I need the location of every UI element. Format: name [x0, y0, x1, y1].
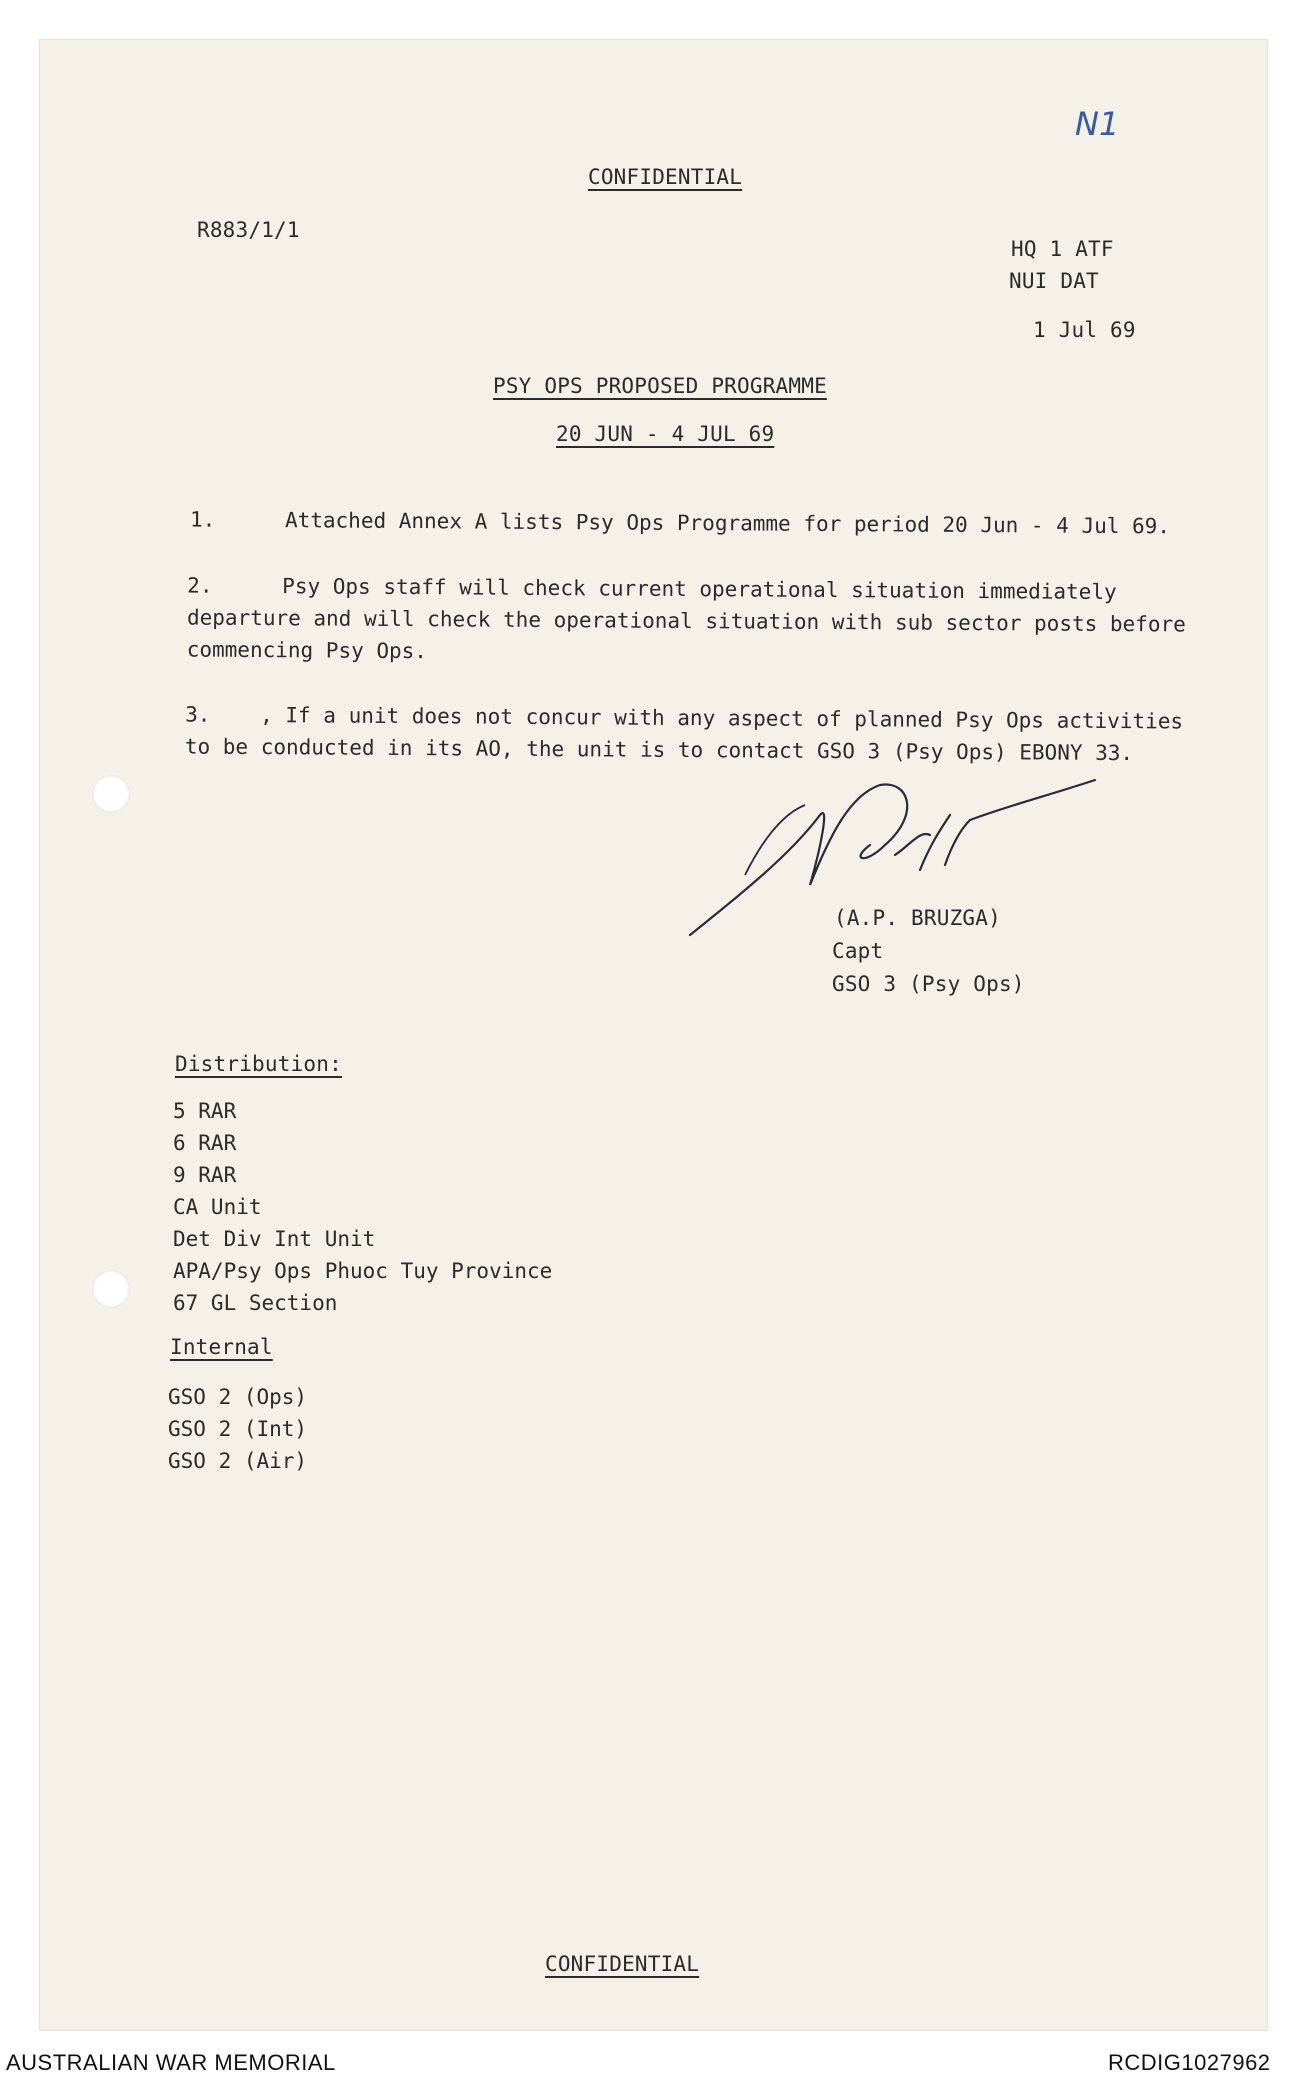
list-item: CA Unit [173, 1195, 262, 1219]
paragraph-2 [187, 570, 1188, 673]
signatory-appointment: GSO 3 (Psy Ops) [832, 972, 1025, 996]
list-item: 6 RAR [173, 1131, 237, 1155]
list-item: GSO 2 (Air) [168, 1449, 308, 1473]
signatory-name: (A.P. BRUZGA) [834, 906, 1001, 930]
reference-number: R883/1/1 [197, 218, 300, 242]
footer-classification: CONFIDENTIAL [545, 1952, 700, 1976]
document-subtitle: 20 JUN - 4 JUL 69 [556, 422, 775, 446]
header-classification: CONFIDENTIAL [588, 165, 743, 189]
document-date: 1 Jul 69 [1033, 318, 1136, 342]
hq-line-1: HQ 1 ATF [1011, 237, 1114, 261]
paragraph-text: , If a unit does not concur with any aspect of planned Psy Ops activities to be conducted in its AO, the unit is to contact GSO 3 (Psy Ops) EBONY 33. [184, 703, 1184, 766]
list-item: APA/Psy Ops Phuoc Tuy Province [173, 1259, 553, 1283]
archive-id: RCDIG1027962 [1108, 2050, 1271, 2075]
punch-hole [92, 1270, 130, 1308]
archive-label: AUSTRALIAN WAR MEMORIAL [6, 2050, 336, 2075]
internal-list [168, 1381, 307, 1477]
distribution-heading: Distribution: [175, 1052, 342, 1076]
paragraph-number: 2. [187, 573, 213, 598]
paragraph-text: Psy Ops staff will check current operational situation immediately departure and will check the operational situation with sub sector posts before commencing Psy Ops. [186, 574, 1186, 664]
signatory-rank: Capt [832, 939, 884, 963]
list-item: GSO 2 (Int) [168, 1417, 308, 1441]
paragraph-3 [185, 699, 1185, 770]
list-item: 9 RAR [173, 1163, 237, 1187]
list-item: Det Div Int Unit [173, 1227, 376, 1251]
paragraph-text: Attached Annex A lists Psy Ops Programme for period 20 Jun - 4 Jul 69. [284, 508, 1171, 539]
handwritten-note: N1 [1075, 105, 1120, 143]
distribution-list [173, 1095, 552, 1319]
list-item: GSO 2 (Ops) [168, 1385, 308, 1409]
document-title: PSY OPS PROPOSED PROGRAMME [493, 374, 827, 398]
paragraph-number: 3. [185, 702, 211, 727]
internal-heading: Internal [170, 1335, 273, 1359]
paragraph-number: 1. [189, 507, 216, 532]
list-item: 5 RAR [173, 1099, 237, 1123]
list-item: 67 GL Section [173, 1291, 338, 1315]
hq-line-2: NUI DAT [1009, 269, 1099, 293]
punch-hole [92, 775, 130, 813]
